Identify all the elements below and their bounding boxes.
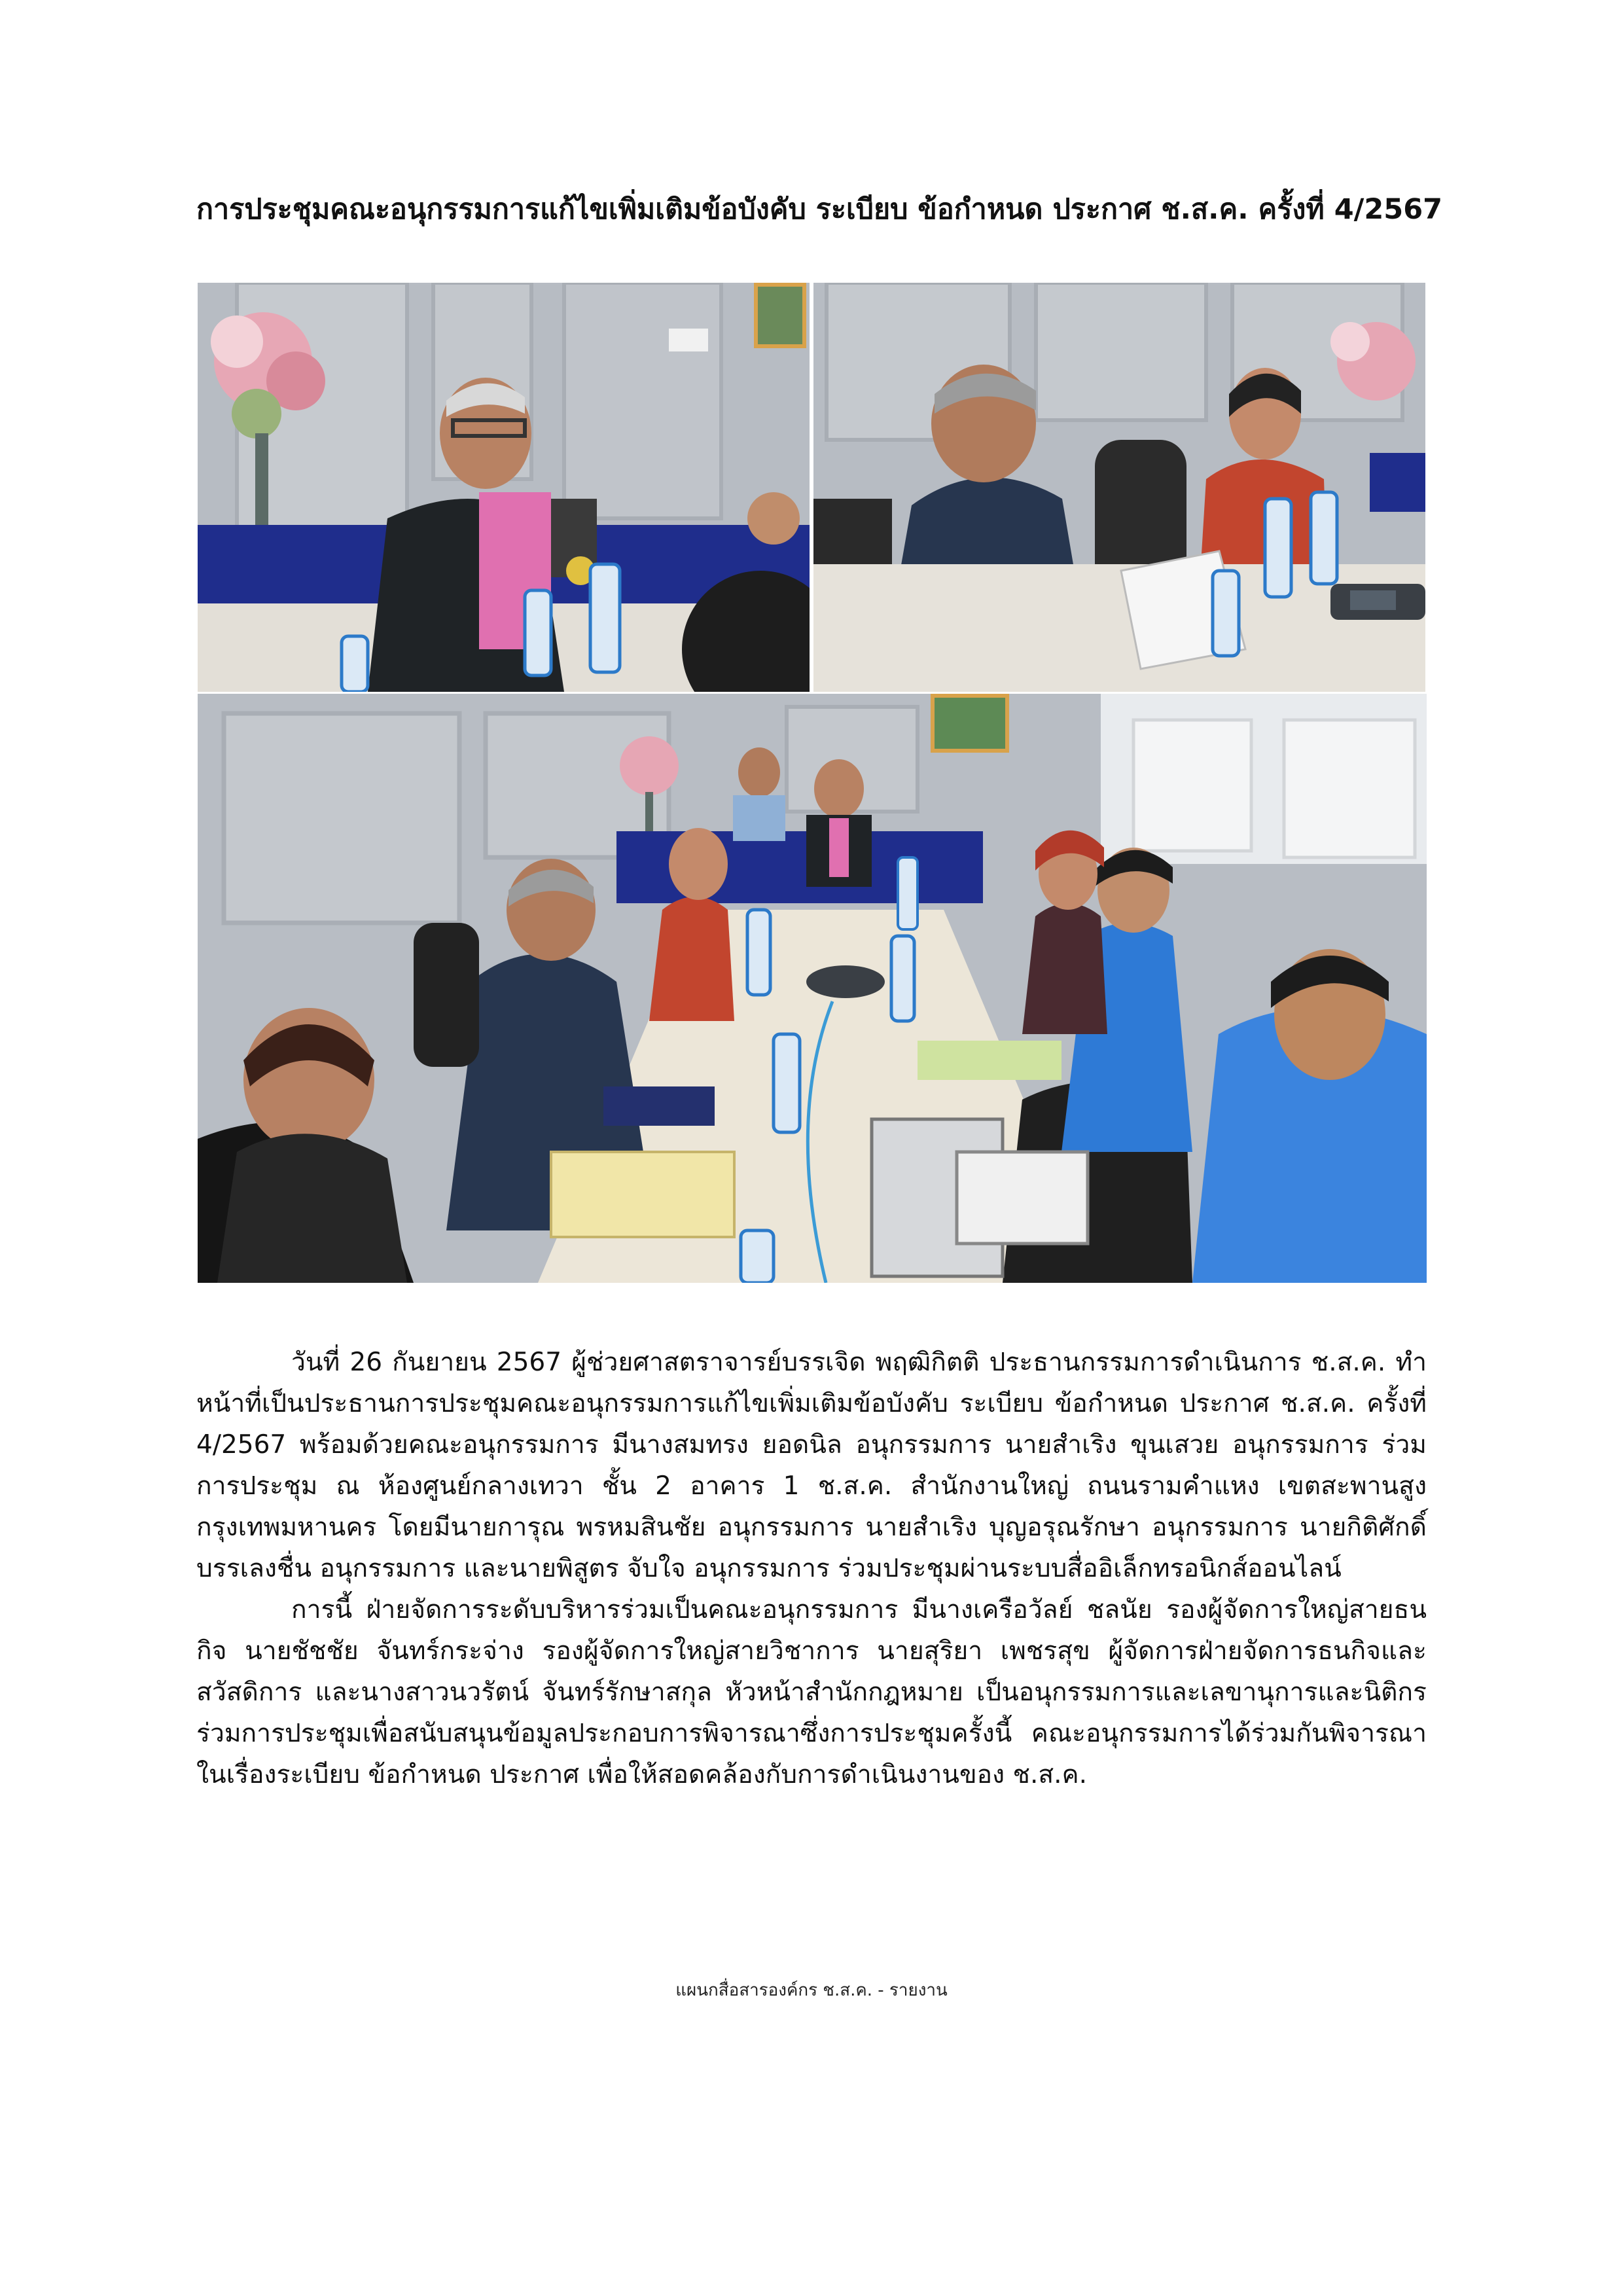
paragraph-2: การนี้ ฝ่ายจัดการระดับบริหารร่วมเป็นคณะอนุกรรมการ มีนางเครือวัลย์ ชลนัย รองผู้จัดการใหญ่สายธนกิจ นายชัชชัย จันทร์กระจ่าง รองผู้จัดการใหญ่สายวิชาการ นายสุริยา เพชรสุข ผู้จัดการฝ่ายจัดการธนกิจและสวัสดิการ และนางสาวนวรัตน์ จันทร์รักษาสกุล หัวหน้าสำนักกฎหมาย เป็นอนุกรรมการและเลขานุการและนิติกร ร่วมการประชุมเพื่อสนับสนุนข้อมูลประกอบการพิจารณาซึ่งการประชุมครั้งนี้ คณะอนุกรรมการได้ร่วมกันพิจารณาในเรื่องระเบียบ ข้อกำหนด ประกาศ เพื่อให้สอดคล้องกับการดำเนินงานของ ช.ส.ค. <box>196 1595 1427 1789</box>
photo-committee-members <box>813 283 1425 692</box>
meeting-photo-icon <box>813 283 1425 692</box>
meeting-photo-icon <box>198 283 810 692</box>
document-title: การประชุมคณะอนุกรรมการแก้ไขเพิ่มเติมข้อบังคับ ระเบียบ ข้อกำหนด ประกาศ ช.ส.ค. ครั้งที่ 4/2567 <box>196 193 1443 226</box>
photo-meeting-room-overview <box>198 694 1427 1283</box>
photo-chairman <box>198 283 810 692</box>
article-body <box>196 1342 1427 1795</box>
report-footer: แผนกสื่อสารองค์กร ช.ส.ค. - รายงาน <box>675 1981 948 2000</box>
paragraph-1: วันที่ 26 กันยายน 2567 ผู้ช่วยศาสตราจารย์บรรเจิด พฤฒิกิตติ ประธานกรรมการดำเนินการ ช.ส.ค. ทำหน้าที่เป็นประธานการประชุมคณะอนุกรรมการแก้ไขเพิ่มเติมข้อบังคับ ระเบียบ ข้อกำหนด ประกาศ ช.ส.ค. ครั้งที่ 4/2567 พร้อมด้วยคณะอนุกรรมการ มีนางสมทรง ยอดนิล อนุกรรมการ นายสำเริง ขุนเสวย อนุกรรมการ ร่วมการประชุม ณ ห้องศูนย์กลางเทวา ชั้น 2 อาคาร 1 ช.ส.ค. สำนักงานใหญ่ ถนนรามคำแหง เขตสะพานสูง กรุงเทพมหานคร โดยมีนายการุณ พรหมสินชัย อนุกรรมการ นายสำเริง บุญอรุณรักษา อนุกรรมการ นายกิติศักดิ์ บรรเลงชื่น อนุกรรมการ และนายพิสูตร จับใจ อนุกรรมการ ร่วมประชุมผ่านระบบสื่ออิเล็กทรอนิกส์ออนไลน์ <box>196 1348 1427 1583</box>
meeting-photo-icon <box>198 694 1427 1283</box>
